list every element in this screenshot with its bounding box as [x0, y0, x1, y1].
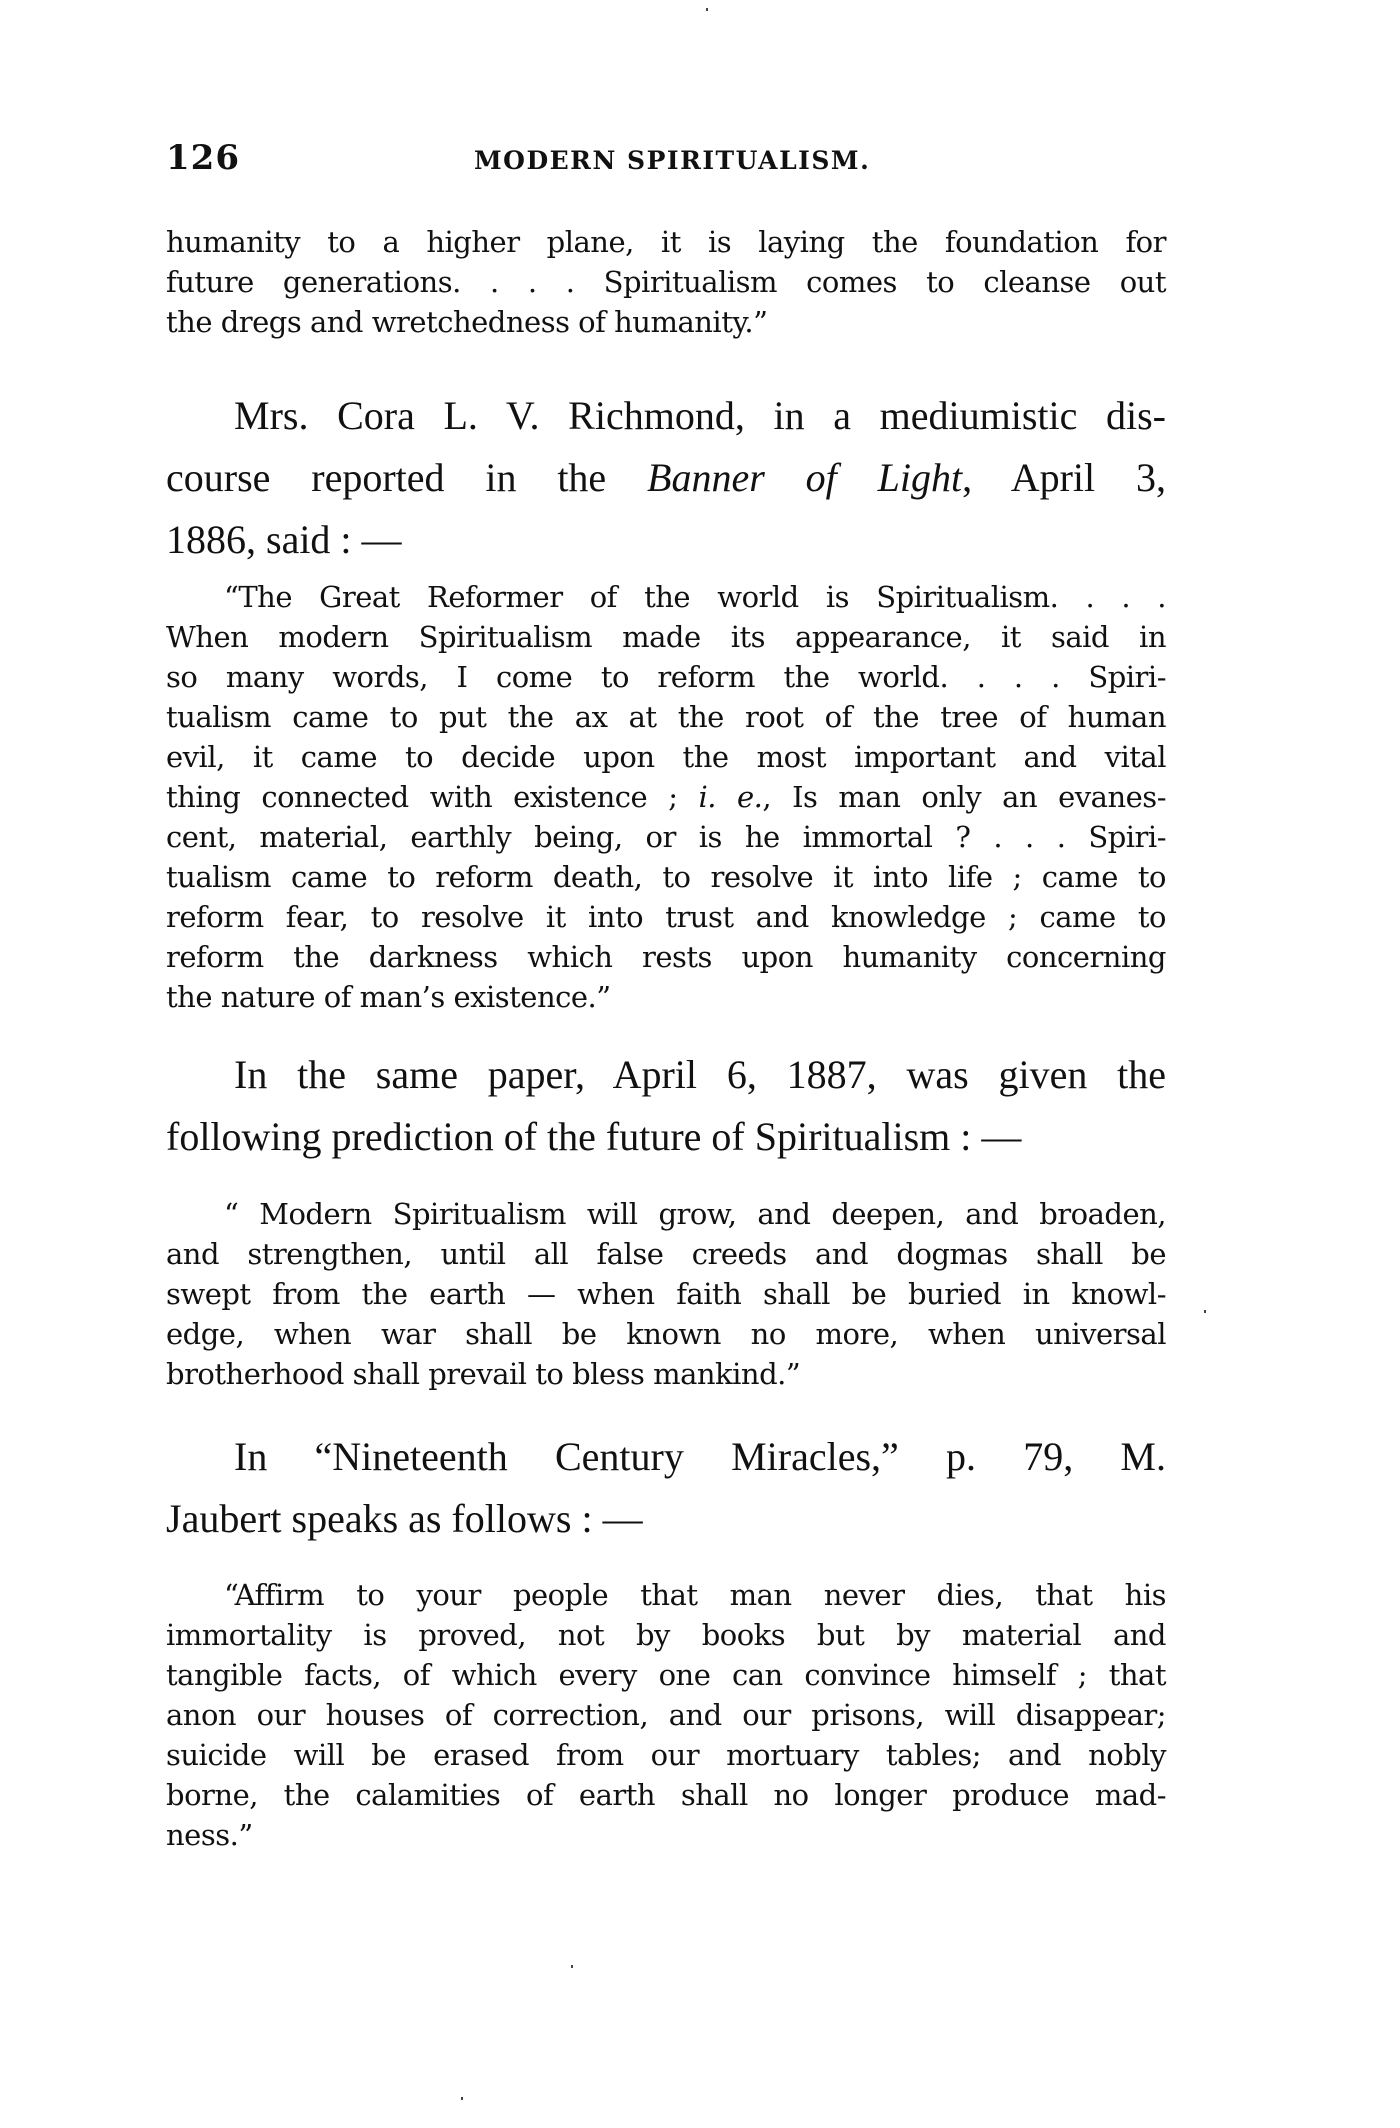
scan-speck: [1204, 1310, 1206, 1313]
text-line: borne, the calamities of earth shall no longer produce mad-: [166, 1778, 1166, 1812]
italic-title: Banner of Light: [647, 455, 963, 500]
text-line: cent, material, earthly being, or is he immortal ? . . . Spiri-: [166, 820, 1166, 854]
text-line: Jaubert speaks as follows : —: [166, 1496, 643, 1541]
text-line: the nature of man’s existence.”: [166, 980, 611, 1014]
prediction-intro-paragraph: [166, 1044, 1166, 1168]
text-line: and strengthen, until all false creeds and dogmas shall be: [166, 1237, 1166, 1271]
scan-speck: [571, 1965, 573, 1968]
text-line: immortality is proved, not by books but by material and: [166, 1618, 1166, 1652]
text-line: reform fear, to resolve it into trust and knowledge ; came to: [166, 900, 1166, 934]
text-line: “ Modern Spiritualism will grow, and deepen, and broaden,: [224, 1197, 1166, 1231]
text-line: tualism came to put the ax at the root of the tree of human: [166, 700, 1166, 734]
text-line: tangible facts, of which every one can convince himself ; that: [166, 1658, 1166, 1692]
jaubert-intro-paragraph: [166, 1426, 1166, 1550]
text-line: In the same paper, April 6, 1887, was given the: [234, 1052, 1166, 1097]
page-header: [166, 138, 1166, 178]
richmond-quote-paragraph: [166, 577, 1166, 1017]
text-line: anon our houses of correction, and our prisons, will disappear;: [166, 1698, 1166, 1732]
text-line: Mrs. Cora L. V. Richmond, in a mediumistic dis-: [234, 393, 1166, 438]
page-number: 126: [166, 138, 240, 178]
scan-speck: [706, 8, 708, 11]
text-line: so many words, I come to reform the world. . . . Spiri-: [166, 660, 1166, 694]
text-line: “The Great Reformer of the world is Spiritualism. . . .: [224, 580, 1166, 614]
text-line: reform the darkness which rests upon humanity concerning: [166, 940, 1166, 974]
text-line: When modern Spiritualism made its appearance, it said in: [166, 620, 1166, 654]
text-line: In “Nineteenth Century Miracles,” p. 79, M.: [234, 1434, 1166, 1479]
text-line: ness.”: [166, 1818, 253, 1852]
text-line: evil, it came to decide upon the most important and vital: [166, 740, 1166, 774]
text-line: humanity to a higher plane, it is laying the foundation for: [166, 225, 1166, 259]
jaubert-quote-paragraph: [166, 1575, 1166, 1855]
text-line: edge, when war shall be known no more, when universal: [166, 1317, 1166, 1351]
prediction-quote-paragraph: [166, 1194, 1166, 1394]
text-line: “Affirm to your people that man never dies, that his: [224, 1578, 1166, 1612]
continued-quote-paragraph: [166, 222, 1166, 342]
text-line: tualism came to reform death, to resolve it into life ; came to: [166, 860, 1166, 894]
text-line: following prediction of the future of Spiritualism : —: [166, 1114, 1022, 1159]
text-line: thing connected with existence ; i. e., Is man only an evanes-: [166, 780, 1166, 814]
text-line: brotherhood shall prevail to bless mankind.”: [166, 1357, 801, 1391]
scan-speck: [461, 2097, 463, 2100]
italic-title: i. e.: [698, 780, 763, 814]
running-head: MODERN SPIRITUALISM.: [474, 146, 871, 175]
text-line: course reported in the Banner of Light, April 3,: [166, 455, 1166, 500]
text-line: swept from the earth — when faith shall be buried in knowl-: [166, 1277, 1166, 1311]
text-line: suicide will be erased from our mortuary tables; and nobly: [166, 1738, 1166, 1772]
text-line: 1886, said : —: [166, 517, 402, 562]
text-line: the dregs and wretchedness of humanity.”: [166, 305, 768, 339]
richmond-intro-paragraph: [166, 385, 1166, 571]
text-line: future generations. . . . Spiritualism comes to cleanse out: [166, 265, 1166, 299]
